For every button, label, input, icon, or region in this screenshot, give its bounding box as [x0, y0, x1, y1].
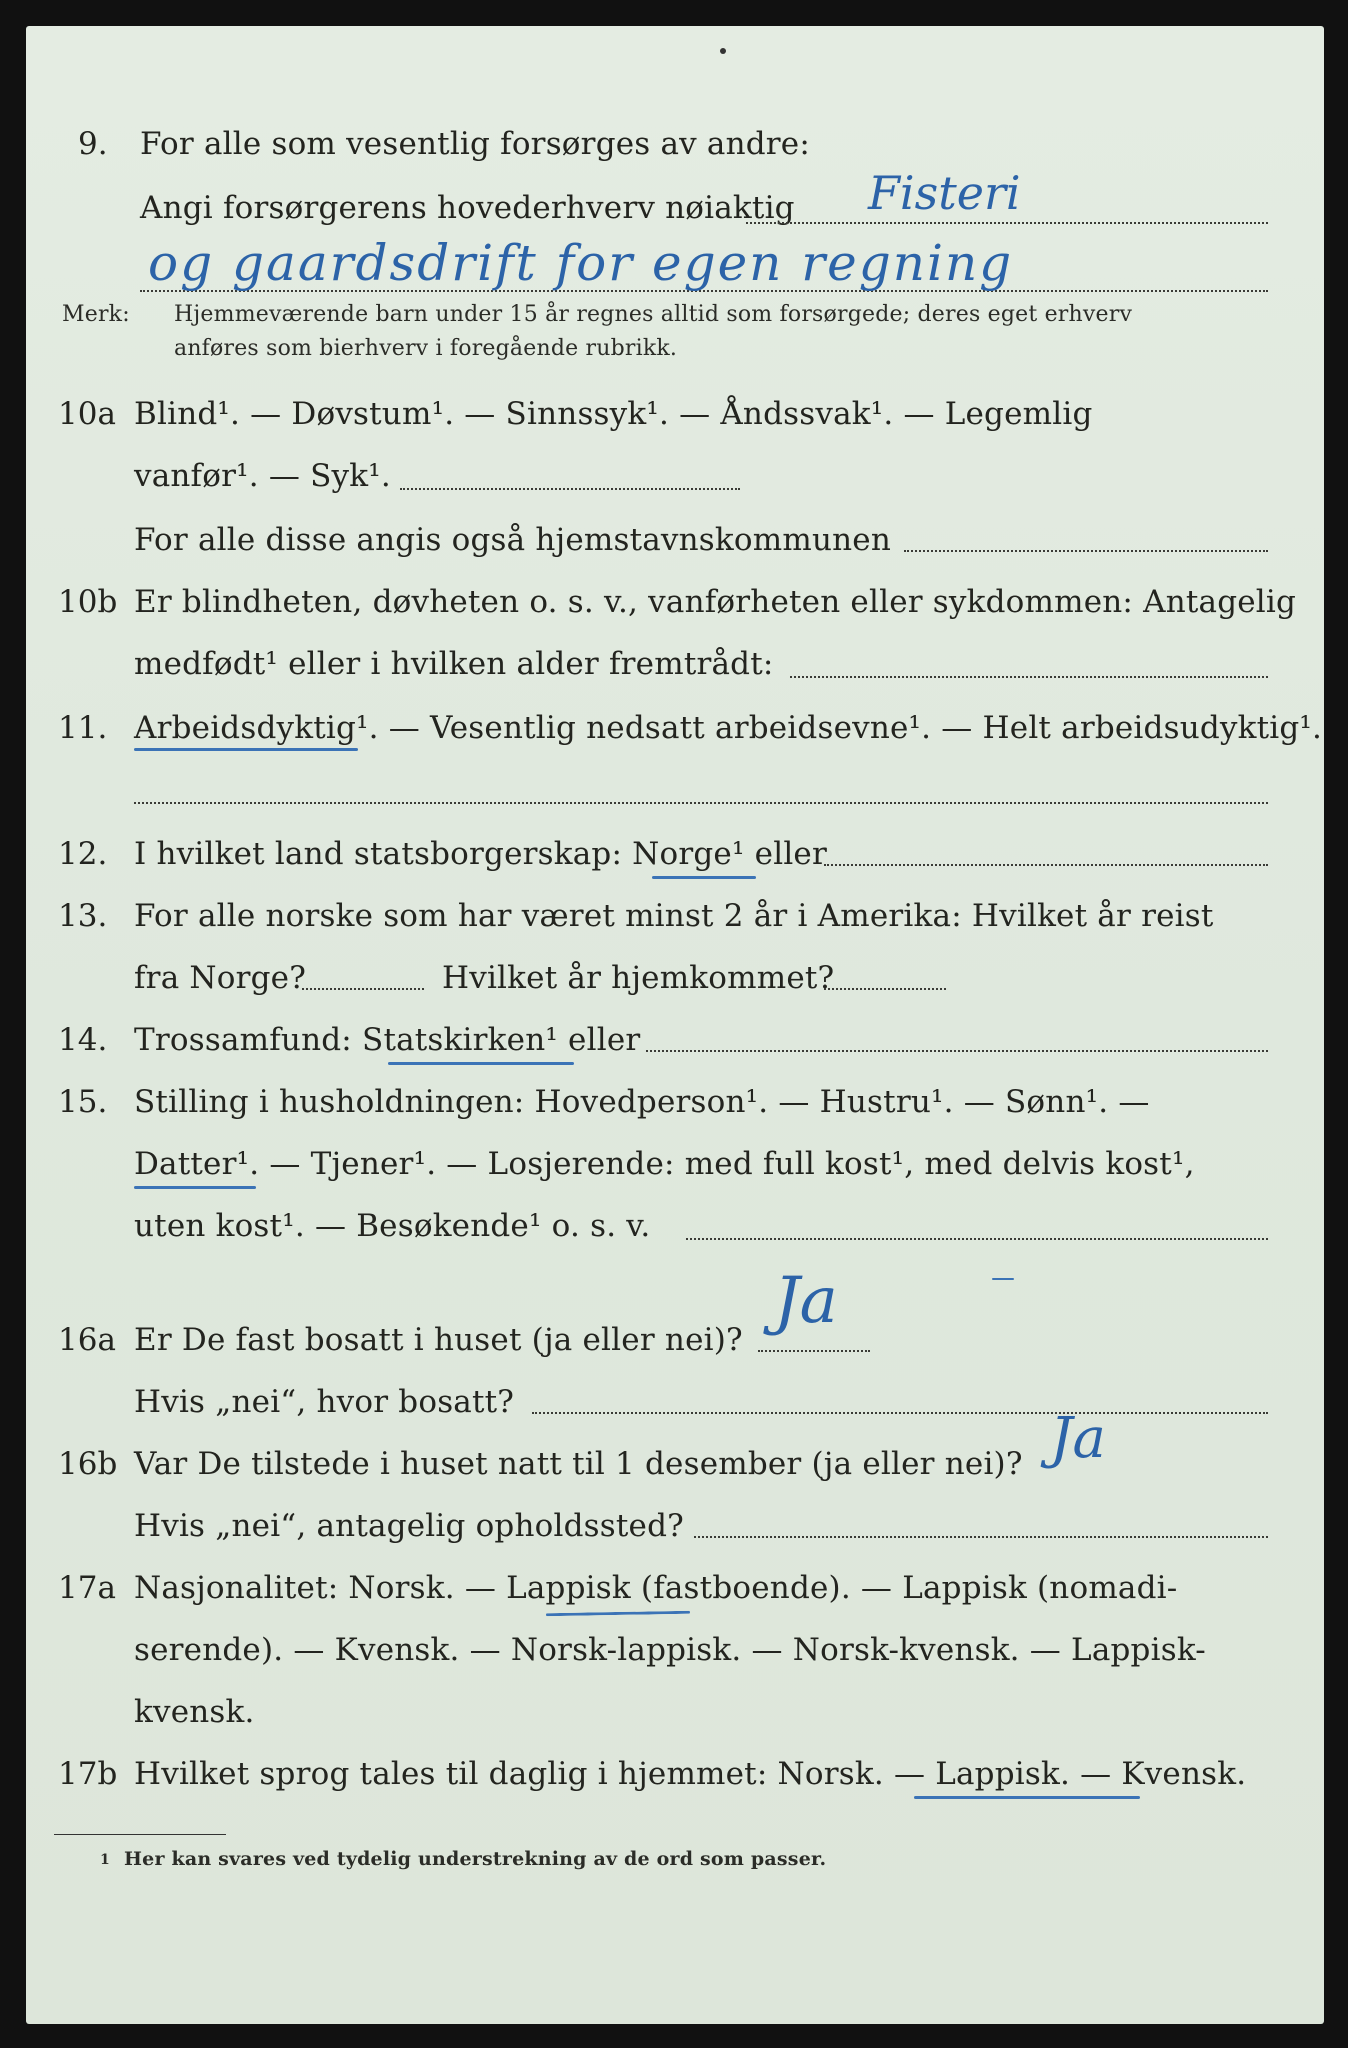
- q13-line1: For alle norske som har været minst 2 år i Amerika: Hvilket år reist: [134, 898, 1214, 934]
- footnote-mark: 1: [100, 1852, 110, 1868]
- q13-year-returned-line: [824, 988, 946, 990]
- q17b-ink-underline-lappisk: [914, 1796, 1140, 1799]
- q14-number: 14.: [58, 1022, 108, 1058]
- q17a-number: 17a: [58, 1570, 116, 1606]
- q9-handwritten-answer1: Fisteri: [868, 166, 1021, 220]
- q12-number: 12.: [58, 836, 108, 872]
- paper-speck: [720, 48, 726, 54]
- q15-line2: Datter¹. — Tjener¹. — Losjerende: med full kost¹, med delvis kost¹,: [134, 1146, 1195, 1182]
- q17b-line1: Hvilket sprog tales til daglig i hjemmet: Norsk. — Lappisk. — Kvensk.: [134, 1756, 1247, 1792]
- q16b-line1: Var De tilstede i huset natt til 1 desember (ja eller nei)?: [134, 1446, 1023, 1482]
- q11-number: 11.: [58, 710, 108, 746]
- q13-number: 13.: [58, 898, 108, 934]
- q10b-line2: medfødt¹ eller i hvilken alder fremtrådt:: [134, 646, 774, 682]
- q16a-answer-line: [758, 1350, 870, 1352]
- q13-year-left-line: [302, 988, 424, 990]
- q15-ink-underline-datter: [134, 1186, 256, 1189]
- q13-line2a: fra Norge?: [134, 960, 307, 996]
- q17a-ink-underline-lappisk: [546, 1611, 690, 1617]
- q14-line1: Trossamfund: Statskirken¹ eller: [134, 1022, 641, 1058]
- census-form-page: [26, 26, 1324, 2024]
- q16a-handwritten-answer: Ja: [774, 1264, 838, 1338]
- q17a-line3: kvensk.: [134, 1694, 255, 1730]
- q12-ink-underline-norge: [652, 876, 756, 879]
- q9-handwritten-answer2: og gaardsdrift for egen regning: [148, 234, 1014, 292]
- q11-ink-underline-arbeidsdyktig: [134, 748, 358, 751]
- q17b-number: 17b: [58, 1756, 118, 1792]
- q16b-whereabouts-line: [694, 1536, 1268, 1538]
- q16a-line1: Er De fast bosatt i huset (ja eller nei)?: [134, 1322, 743, 1358]
- q16a-number: 16a: [58, 1322, 116, 1358]
- q10a-line3: For alle disse angis også hjemstavnskommunen: [134, 522, 891, 558]
- q15-line1: Stilling i husholdningen: Hovedperson¹. — Hustru¹. — Sønn¹. —: [134, 1084, 1150, 1120]
- q11-line1: Arbeidsdyktig¹. — Vesentlig nedsatt arbeidsevne¹. — Helt arbeidsudyktig¹.: [134, 710, 1323, 746]
- q14-answer-line: [646, 1050, 1268, 1052]
- q9-line2: Angi forsørgerens hovederhverv nøiaktig: [140, 190, 795, 226]
- q16b-number: 16b: [58, 1446, 118, 1482]
- footnote-text: Her kan svares ved tydelig understrekning av de ord som passer.: [124, 1848, 827, 1870]
- q10b-answer-line: [790, 676, 1268, 678]
- q9-number: 9.: [78, 126, 108, 162]
- q13-line2b: Hvilket år hjemkommet?: [442, 960, 835, 996]
- q11-answer-line: [134, 802, 1268, 804]
- q17a-line1: Nasjonalitet: Norsk. — Lappisk (fastboende). — Lappisk (nomadi-: [134, 1570, 1178, 1606]
- q16b-handwritten-answer: Ja: [1050, 1406, 1106, 1471]
- q17a-line2: serende). — Kvensk. — Norsk-lappisk. — Norsk-kvensk. — Lappisk-: [134, 1632, 1206, 1668]
- q16a-line2: Hvis „nei“, hvor bosatt?: [134, 1384, 515, 1420]
- q15-number: 15.: [58, 1084, 108, 1120]
- q16a-residence-line: [532, 1412, 1268, 1414]
- q10a-number: 10a: [58, 396, 116, 432]
- footnote-rule: [54, 1834, 226, 1835]
- q15-answer-line: [686, 1238, 1268, 1240]
- q10a-municipality-line: [904, 550, 1268, 552]
- q16b-line2: Hvis „nei“, antagelig opholdssted?: [134, 1508, 684, 1544]
- q9-answer-line: [746, 222, 1268, 224]
- q15-line3: uten kost¹. — Besøkende¹ o. s. v.: [134, 1208, 651, 1244]
- note-label: Merk:: [62, 302, 130, 327]
- q14-ink-underline-statskirken: [388, 1062, 574, 1065]
- note-line2: anføres som bierhverv i foregående rubrikk.: [174, 336, 678, 361]
- q10b-number: 10b: [58, 584, 118, 620]
- q10a-answer-line: [400, 488, 740, 490]
- q12-line1: I hvilket land statsborgerskap: Norge¹ eller: [134, 836, 827, 872]
- q12-answer-line: [824, 864, 1268, 866]
- q10a-line2: vanfør¹. — Syk¹.: [134, 458, 391, 494]
- q10b-line1: Er blindheten, døvheten o. s. v., vanførheten eller sykdommen: Antagelig: [134, 584, 1297, 620]
- q15-ink-mark: [992, 1278, 1014, 1280]
- q9-line1: For alle som vesentlig forsørges av andre:: [140, 126, 810, 162]
- note-line1: Hjemmeværende barn under 15 år regnes alltid som forsørgede; deres eget erhverv: [174, 302, 1133, 327]
- q10a-line1: Blind¹. — Døvstum¹. — Sinnssyk¹. — Åndssvak¹. — Legemlig: [134, 396, 1093, 432]
